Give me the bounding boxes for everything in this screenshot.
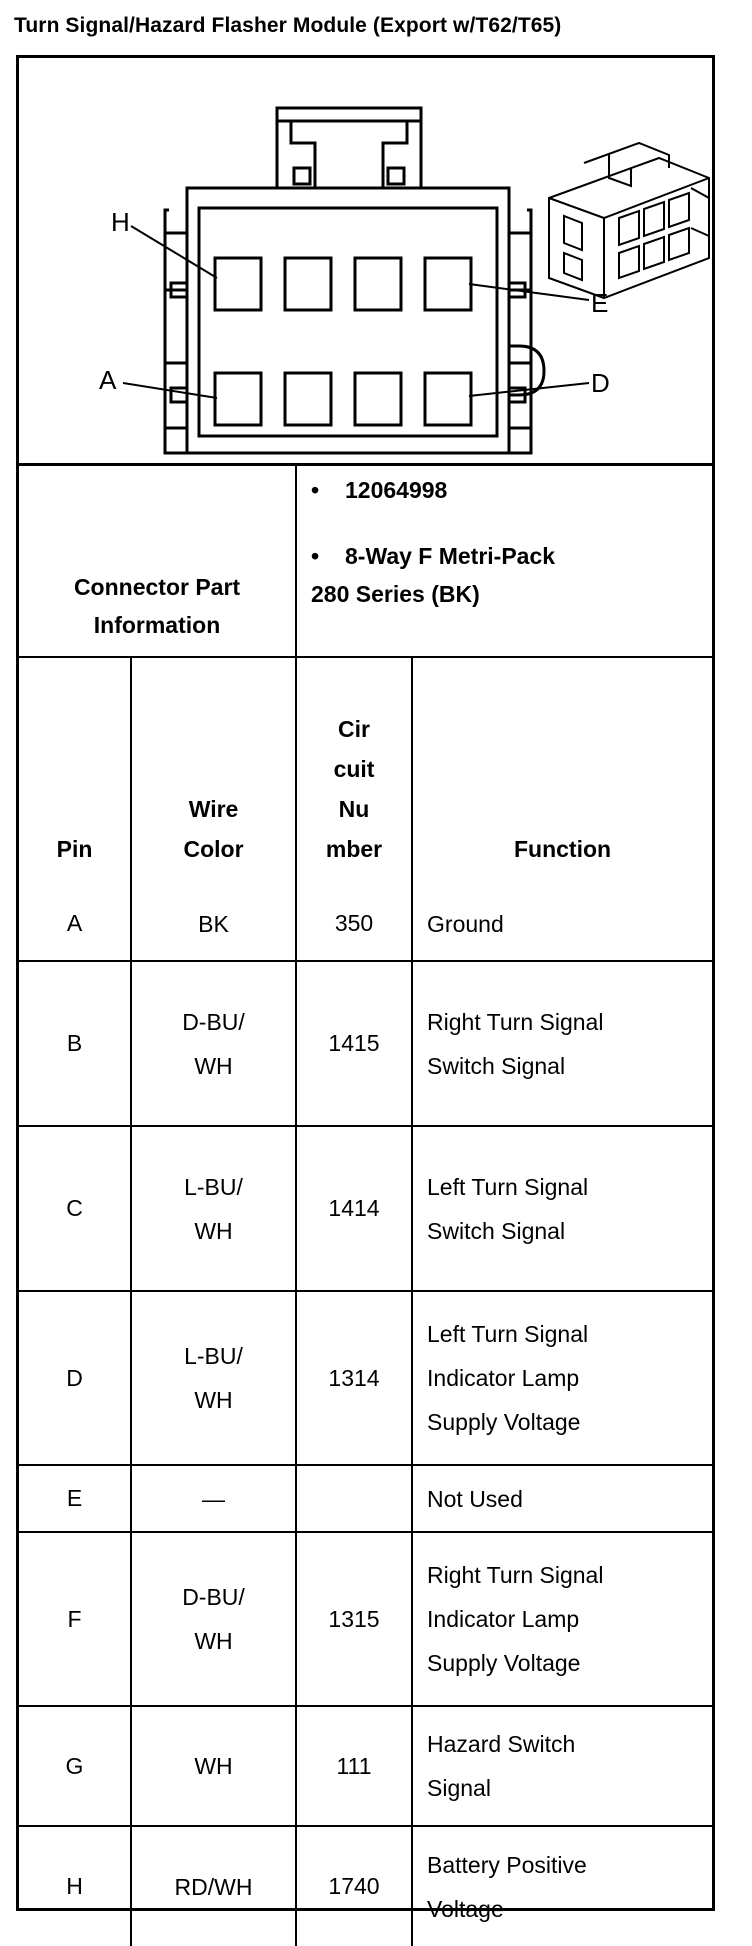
wire-color-cell: RD/WH	[131, 1826, 296, 1946]
wire-color-cell: BK	[131, 887, 296, 961]
pin-cell: G	[19, 1706, 131, 1826]
header-circuit-number: Cir cuit Nu mber	[296, 657, 412, 887]
connector-isometric-icon	[549, 143, 709, 298]
circuit-number-cell: 1414	[296, 1126, 412, 1291]
table-row	[19, 1465, 712, 1532]
table-row	[19, 1826, 712, 1946]
wire-color-cell: —	[131, 1465, 296, 1532]
pin-cell: A	[19, 887, 131, 961]
pin-cell: C	[19, 1126, 131, 1291]
connector-info-label: Connector Part Information	[19, 463, 296, 657]
table-row	[19, 1291, 712, 1465]
pin-cell: F	[19, 1532, 131, 1706]
table-header-row	[19, 657, 712, 887]
function-cell: Ground	[412, 887, 712, 961]
cavity-g	[285, 258, 331, 310]
pinout-table	[19, 463, 712, 1946]
connector-face-drawing	[19, 58, 712, 463]
latch-notch-right	[388, 168, 404, 184]
cavity-h	[215, 258, 261, 310]
header-function: Function	[412, 657, 712, 887]
latch-outer	[277, 121, 421, 188]
header-pin: Pin	[19, 657, 131, 887]
circuit-number-cell: 1315	[296, 1532, 412, 1706]
table-row	[19, 961, 712, 1126]
function-cell: Hazard Switch Signal	[412, 1706, 712, 1826]
circuit-number-cell: 350	[296, 887, 412, 961]
wire-color-cell: D-BU/ WH	[131, 1532, 296, 1706]
pin-label-a: A	[99, 365, 117, 395]
header-wire-color: Wire Color	[131, 657, 296, 887]
connector-info-values: • 12064998 • 8-Way F Metri-Pack 280 Series (BK)	[296, 463, 712, 657]
part-number: • 12064998	[311, 477, 448, 503]
body-left-ribs	[165, 233, 187, 428]
pin-cell: B	[19, 961, 131, 1126]
table-row	[19, 1532, 712, 1706]
wire-color-cell: L-BU/ WH	[131, 1291, 296, 1465]
body-left-edge	[165, 210, 187, 453]
body-outline	[187, 188, 509, 453]
page-title: Turn Signal/Hazard Flasher Module (Export w/T62/T65)	[14, 14, 562, 37]
body-right-ribs	[509, 233, 531, 428]
function-cell: Battery Positive Voltage	[412, 1826, 712, 1946]
function-cell: Not Used	[412, 1465, 712, 1532]
wire-color-cell: D-BU/ WH	[131, 961, 296, 1126]
table-row	[19, 887, 712, 961]
pin-label-e: E	[591, 288, 609, 318]
cavity-c	[355, 373, 401, 425]
function-cell: Right Turn Signal Indicator Lamp Supply Voltage	[412, 1532, 712, 1706]
pin-label-d: D	[591, 368, 610, 398]
cavity-f	[355, 258, 401, 310]
cavity-outline	[199, 208, 497, 436]
pin-cell: D	[19, 1291, 131, 1465]
pin-cell: H	[19, 1826, 131, 1946]
connector-sheet	[16, 55, 715, 1922]
wire-color-cell: L-BU/ WH	[131, 1126, 296, 1291]
function-cell: Left Turn Signal Indicator Lamp Supply Voltage	[412, 1291, 712, 1465]
connector-description: • 8-Way F Metri-Pack	[311, 543, 556, 569]
circuit-number-cell: 111	[296, 1706, 412, 1826]
pin-cell: E	[19, 1465, 131, 1532]
connector-diagram	[19, 58, 712, 466]
cavity-b	[285, 373, 331, 425]
cavity-a	[215, 373, 261, 425]
wire-color-cell: WH	[131, 1706, 296, 1826]
function-cell: Right Turn Signal Switch Signal	[412, 961, 712, 1126]
latch-notch-left	[294, 168, 310, 184]
latch-top	[277, 108, 421, 121]
body-right-edge	[509, 210, 531, 453]
function-cell: Left Turn Signal Switch Signal	[412, 1126, 712, 1291]
circuit-number-cell	[296, 1465, 412, 1532]
cavity-d	[425, 373, 471, 425]
circuit-number-cell: 1740	[296, 1826, 412, 1946]
circuit-number-cell: 1415	[296, 961, 412, 1126]
table-row	[19, 1706, 712, 1826]
cavity-e	[425, 258, 471, 310]
table-row	[19, 1126, 712, 1291]
pin-label-h: H	[111, 207, 130, 237]
circuit-number-cell: 1314	[296, 1291, 412, 1465]
connector-info-row	[19, 463, 712, 657]
